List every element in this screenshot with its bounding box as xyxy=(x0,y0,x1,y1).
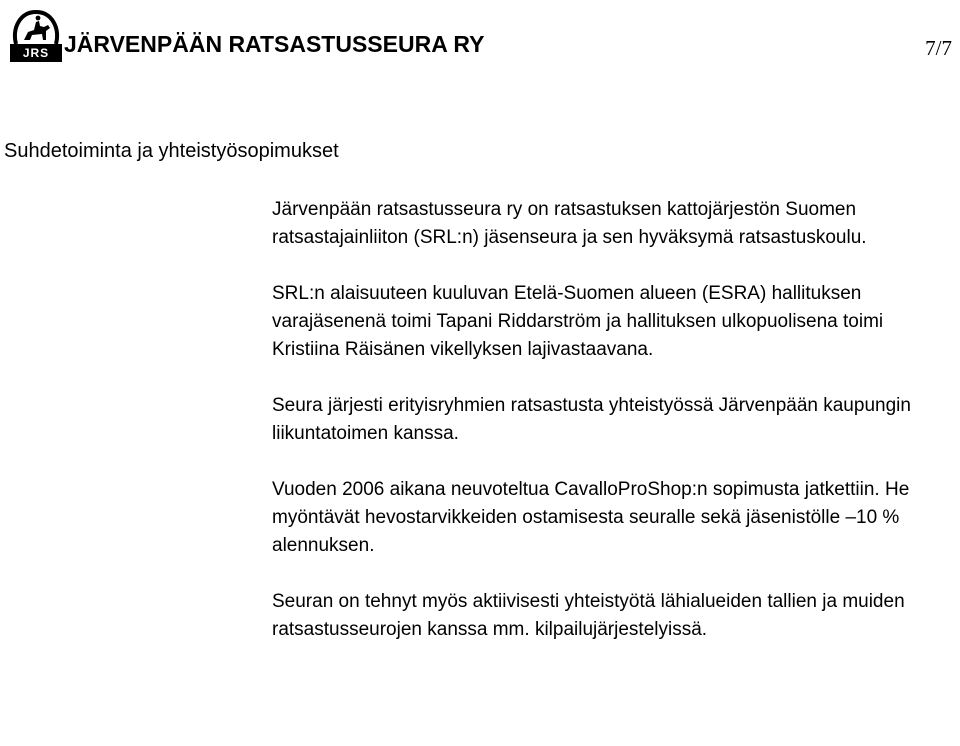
page-header xyxy=(8,8,952,64)
paragraph-srl-membership: Järvenpään ratsastusseura ry on ratsastuksen kattojärjestön Suomen ratsastajainliiton (SRL:n) jäsenseura ja sen hyväksymä ratsastuskoulu. xyxy=(272,199,867,248)
paragraph-special-groups: Seura järjesti erityisryhmien ratsastusta yhteistyössä Järvenpään kaupungin liikuntatoimen kanssa. xyxy=(272,395,911,444)
section-body xyxy=(272,196,952,644)
paragraph-esra-board: SRL:n alaisuuteen kuuluvan Etelä-Suomen alueen (ESRA) hallituksen varajäsenenä toimi Tapani Riddarström ja hallituksen ulkopuolisena toimi Kristiina Räisänen vikellyksen lajivastaavana. xyxy=(272,283,884,360)
paragraph-cavalloproshop: Vuoden 2006 aikana neuvoteltua CavalloProShop:n sopimusta jatkettiin. He myöntävät hevostarvikkeiden ostamisesta seuralle sekä jäsenistölle –10 % alennuksen. xyxy=(272,479,910,556)
section-title: Suhdetoiminta ja yhteistyösopimukset xyxy=(4,140,339,162)
club-logo xyxy=(8,8,64,64)
paragraph-cooperation: Seuran on tehnyt myös aktiivisesti yhteistyötä lähialueiden tallien ja muiden ratsastusseurojen kanssa mm. kilpailujärjestelyissä. xyxy=(272,591,905,640)
organization-name: JÄRVENPÄÄN RATSASTUSSEURA RY xyxy=(64,31,485,57)
logo-lettering: JRS xyxy=(22,46,50,60)
page-number: 7/7 xyxy=(925,36,952,60)
